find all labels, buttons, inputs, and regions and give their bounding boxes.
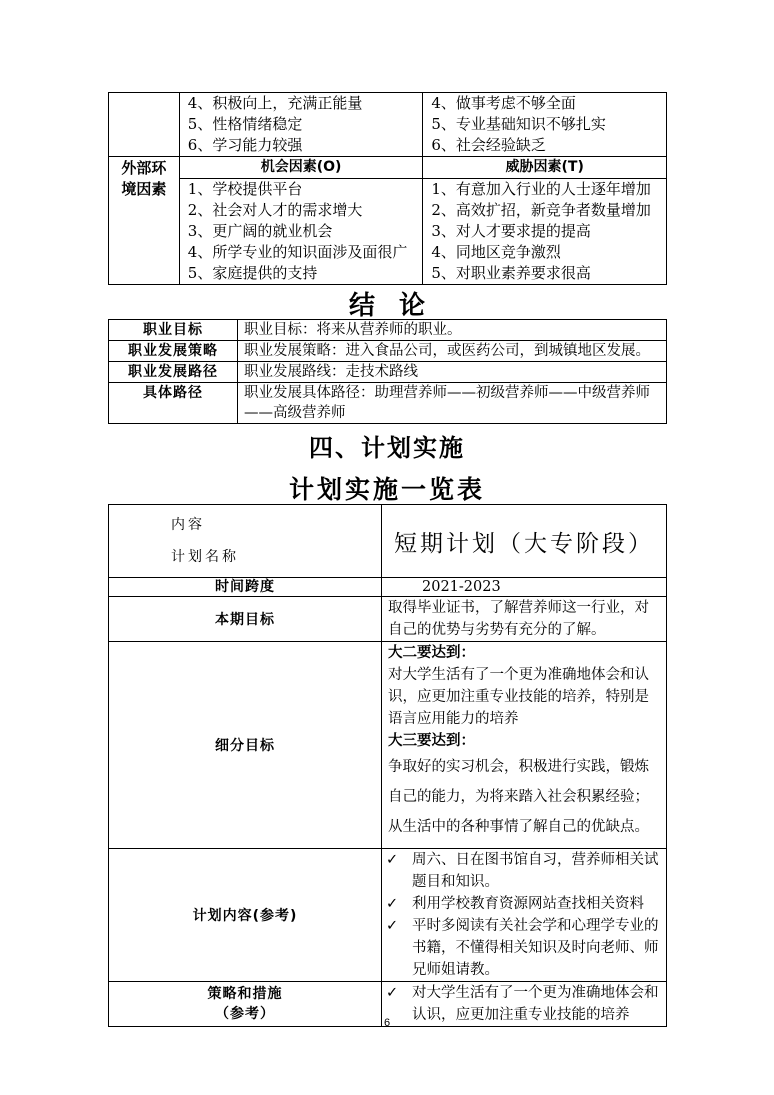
external-factors-label: 外部环 境因素 [109, 157, 180, 285]
conclusion-heading: 结论 [348, 291, 449, 321]
check-icon: ✓ [386, 985, 399, 1001]
time-span-label: 时间跨度 [109, 578, 382, 597]
list-item: 6、社会经验缺乏 [431, 136, 546, 154]
list-item: 6、学习能力较强 [187, 136, 303, 154]
career-goal-label: 职业目标 [109, 320, 238, 341]
goal-value: 取得毕业证书，了解营养师这一行业，对自己的优势与劣势有充分的了解。 [382, 597, 667, 642]
table-row [109, 383, 667, 424]
table-row [109, 320, 667, 341]
measures-label: 策略和措施 （参考） [109, 982, 382, 1027]
table-row [109, 849, 667, 982]
section-title: 四、计划实施 [309, 434, 465, 462]
list-item: 3、更广阔的就业机会 [187, 222, 333, 240]
check-icon: ✓ [386, 852, 399, 868]
table-row [109, 642, 667, 849]
swot-internal-label-cell [109, 93, 180, 157]
strengths-cell [179, 93, 423, 157]
list-item: ✓ 周六、日在图书馆自习，营养师相关试题目和知识。 [382, 849, 662, 893]
strategy-label: 职业发展策略 [109, 341, 238, 362]
list-item: 1、学校提供平台 [187, 180, 303, 198]
list-item: 3、对人才要求提的提高 [431, 222, 591, 240]
strategy-value: 职业发展策略：进入食品公司，或医药公司，到城镇地区发展。 [238, 341, 667, 362]
sub-goal-value [382, 642, 667, 849]
list-item: ✓ 对大学生活有了一个更为准确地体会和认识，应更加注重专业技能的培养 [382, 982, 662, 1026]
sub-goal-text-1: 对大学生活有了一个更为准确地体会和认识，应更加注重专业技能的培养，特别是语言应用能力的培养 [388, 667, 649, 727]
check-icon: ✓ [386, 896, 399, 912]
list-item: 4、同地区竞争激烈 [431, 243, 561, 261]
list-item: 5、家庭提供的支持 [187, 264, 318, 282]
check-icon: ✓ [386, 918, 399, 934]
specific-path-label: 具体路径 [109, 383, 238, 424]
opportunity-header: 机会因素(O) [179, 157, 423, 179]
plan-head-left: 内容 计划名称 [109, 505, 382, 578]
plan-table-title: 计划实施一览表 [288, 475, 485, 504]
list-item: ✓ 利用学校教育资源网站查找相关资料 [382, 893, 662, 915]
threats-cell [423, 179, 667, 285]
plan-table [108, 504, 667, 1027]
plan-content-label: 计划内容(参考) [109, 849, 382, 982]
plan-head-right: 短期计划（大专阶段） [382, 505, 667, 578]
goal-label: 本期目标 [109, 597, 382, 642]
sub-goal-label: 细分目标 [109, 642, 382, 849]
sub-goal-text-2: 争取好的实习机会，积极进行实践，锻炼自己的能力，为将来踏入社会积累经验；从生活中的各种事情了解自己的优缺点。 [388, 759, 649, 835]
specific-path-value: 职业发展具体路径：助理营养师——初级营养师——中级营养师——高级营养师 [238, 383, 667, 424]
list-item: 4、做事考虑不够全面 [431, 94, 576, 112]
swot-table [108, 92, 667, 285]
list-item: 1、有意加入行业的人士逐年增加 [431, 180, 651, 198]
opportunities-cell [179, 179, 423, 285]
path-value: 职业发展路线：走技术路线 [238, 362, 667, 383]
list-item: 2、高效扩招，新竞争者数量增加 [431, 201, 651, 219]
list-item: 5、性格情绪稳定 [187, 115, 303, 133]
list-item: 4、积极向上，充满正能量 [187, 94, 363, 112]
list-item: 5、专业基础知识不够扎实 [431, 115, 606, 133]
table-row [109, 578, 667, 597]
sub-goal-heading-1: 大二要达到： [388, 645, 475, 661]
page-number: 6 [383, 1017, 391, 1029]
path-label: 职业发展路径 [109, 362, 238, 383]
table-row [109, 505, 667, 578]
career-goal-value: 职业目标：将来从营养师的职业。 [238, 320, 667, 341]
list-item: 5、对职业素养要求很高 [431, 264, 591, 282]
list-item: ✓ 平时多阅读有关社会学和心理学专业的书籍，不懂得相关知识及时向老师、师兄师姐请教。 [382, 915, 662, 981]
time-span-value: 2021-2023 [382, 578, 667, 597]
weaknesses-cell [423, 93, 667, 157]
list-item: 2、社会对人才的需求增大 [187, 201, 363, 219]
sub-goal-heading-2: 大三要达到： [388, 733, 475, 749]
table-row [109, 597, 667, 642]
table-row [109, 341, 667, 362]
list-item: 4、所学专业的知识面涉及面很广 [187, 243, 408, 261]
table-row [109, 362, 667, 383]
plan-content-value [382, 849, 667, 982]
conclusion-table [108, 319, 667, 424]
threat-header: 威胁因素(T) [423, 157, 667, 179]
